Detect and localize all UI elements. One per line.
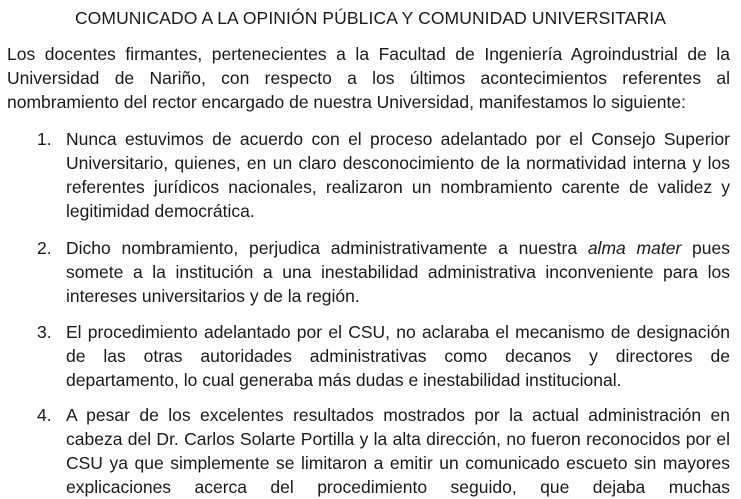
list-item-text: A pesar de los excelentes resultados mostrados por la actual administración en cabeza del Dr. Carlos Solarte Portilla y la alta dirección, no fueron reconocidos por el CSU ya que simplemente se limitaron a emitir un comunicado escueto sin mayores explicaciones acerca del procedimiento seguido, que dejaba muchas: [66, 405, 730, 497]
list-item-text: [66, 236, 730, 308]
list-item-number: 1.: [37, 129, 52, 149]
list-item-number: 2.: [37, 238, 52, 258]
document-title: COMUNICADO A LA OPINIÓN PÚBLICA Y COMUNIDAD UNIVERSITARIA: [74, 8, 667, 28]
list-item-text-after: pues somete a la institución a una inestabilidad administrativa inconveniente para los intereses universitarios y de la región.: [66, 238, 731, 306]
alma-mater-emphasis: alma mater: [587, 238, 682, 258]
list-item-text: Nunca estuvimos de acuerdo con el proceso adelantado por el Consejo Superior Universitario, quienes, en un claro desconocimiento de la normatividad interna y los referentes jurídicos nacionales, realizaron un nombramiento carente de validez y legitimidad democrática.: [66, 129, 730, 221]
list-item-number: 4.: [37, 405, 52, 425]
list-item-text: El procedimiento adelantado por el CSU, no aclaraba el mecanismo de designación de las otras autoridades administrativas como decanos y directores de departamento, lo cual generaba más dudas e inestabilidad institucional.: [66, 322, 730, 390]
list-item-number: 3.: [37, 322, 52, 342]
list-item-text-before: Dicho nombramiento, perjudica administrativamente a nuestra: [66, 238, 588, 258]
intro-paragraph: Los docentes firmantes, pertenecientes a la Facultad de Ingeniería Agroindustrial de la Universidad de Nariño, con respecto a los últimos acontecimientos referentes al nombramiento del rector encargado de nuestra Universidad, manifestamos lo siguiente:: [7, 44, 730, 112]
